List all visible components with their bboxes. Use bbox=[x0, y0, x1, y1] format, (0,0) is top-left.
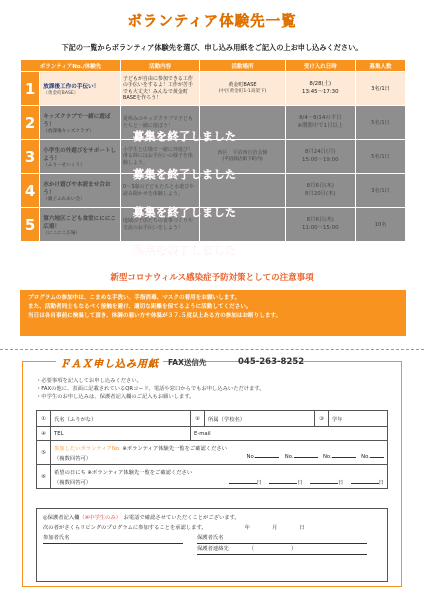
row-date-text: 8月6日(木) bbox=[306, 182, 334, 189]
table-row bbox=[21, 72, 406, 106]
row-content-text: 子どもが自由に参加できる工作の手伝いをするよ！工作が苦手でも大丈夫！みんなで黄金町BASEを作ろう！ bbox=[122, 75, 193, 101]
row-date-text: 8月20日(木) bbox=[304, 190, 336, 197]
day-label: 日 bbox=[297, 479, 303, 486]
row-number-text: 3 bbox=[24, 147, 36, 166]
fax-heading: ＦＡＸ申し込み用紙 bbox=[56, 355, 163, 370]
row-name-text: （にこにこ広場） bbox=[43, 230, 81, 236]
note-line: ・FAXの他に、表面に記載されているQRコード、電話や窓口からでもお申し込みいただけます。 bbox=[36, 385, 265, 392]
no-input[interactable] bbox=[255, 457, 279, 458]
row-date bbox=[285, 174, 355, 208]
row-capacity bbox=[355, 106, 405, 140]
program-note: ※ボランティア体験先一覧をご確認ください bbox=[122, 445, 227, 452]
row-number bbox=[21, 208, 40, 242]
grade-field[interactable] bbox=[329, 411, 388, 427]
header-capacity: 募集人数 bbox=[355, 60, 405, 72]
row-date-text: 15:00～19:00 bbox=[302, 156, 339, 163]
guardian-contact-field[interactable] bbox=[197, 544, 367, 555]
row-capacity bbox=[355, 72, 405, 106]
day-label: 日 bbox=[337, 479, 344, 486]
fax-label: FAX送信先 bbox=[168, 358, 207, 367]
participant-name-field[interactable] bbox=[43, 533, 183, 544]
intro-text: 下記の一覧からボランティア体験先を選び、申し込み用紙をご記入の上お申し込みください。 bbox=[61, 43, 363, 52]
closed-stamp: 募集を終了しました bbox=[133, 168, 237, 181]
no-input[interactable] bbox=[294, 457, 318, 458]
row-content-text: 小学生と広場で一緒に外遊び！滑る時にはお手伝いの様子を体験しよう。 bbox=[122, 146, 193, 166]
row-name-text: （ふりーせいくう） bbox=[43, 162, 85, 168]
note-line: ・中学生のお申し込みは、保護者記入欄のご記入もお願いします。 bbox=[36, 393, 195, 400]
row-capacity-text: 10名 bbox=[374, 222, 387, 228]
closed-stamp: 募集を終了しました bbox=[133, 130, 237, 143]
row-name bbox=[40, 140, 121, 174]
row-capacity bbox=[355, 140, 405, 174]
covid-line: プログラムの参加中は、こまめな手洗い、手指消毒、マスクの着用をお願いします。 bbox=[28, 295, 241, 301]
day-input[interactable] bbox=[229, 483, 257, 484]
program-label: 参加したいボランティアNo. bbox=[54, 445, 121, 452]
circle-4: ④ bbox=[37, 427, 51, 441]
row-name-text: キッズクラブで一緒に遊ぼう！ bbox=[43, 113, 111, 128]
row-content bbox=[120, 72, 199, 106]
program-field[interactable] bbox=[51, 441, 388, 465]
row-date bbox=[285, 72, 355, 106]
covid-line: 当日は各自事前に検温して頂き、体調の悪い方や体温が３７.５度以上ある方の参加はお断りします。 bbox=[28, 312, 282, 319]
row-capacity-text: 3名/1日 bbox=[371, 86, 390, 92]
contact-label: 保護者連絡先 bbox=[197, 546, 229, 553]
row-place-text: (中区黄金町1-1高架下) bbox=[218, 88, 267, 94]
row-date bbox=[285, 140, 355, 174]
row-number bbox=[21, 174, 40, 208]
consent-year: 年 bbox=[244, 525, 250, 532]
cut-line bbox=[0, 349, 424, 350]
consent-month: 月 bbox=[271, 525, 278, 532]
name-field[interactable] bbox=[51, 411, 191, 427]
day-input[interactable] bbox=[351, 483, 379, 484]
header-date: 受け入れ日時 bbox=[285, 60, 355, 72]
consent-title: ◎保護者記入欄 bbox=[43, 515, 80, 521]
date-note: ※ボランティア体験先一覧をご確認ください bbox=[87, 469, 193, 476]
row-name-text: （親子ふれあい会） bbox=[43, 196, 85, 202]
row-number-text: 4 bbox=[24, 181, 36, 200]
row-date bbox=[285, 106, 355, 140]
date-multi: （複数回答可） bbox=[54, 479, 92, 486]
row-name-text: 第六地区こども食堂にににこ広場！ bbox=[43, 215, 117, 230]
row-name bbox=[40, 208, 121, 242]
row-content-text: 夏休みのキッズクラブで子どもたちと一緒に遊ぼう！ bbox=[122, 116, 193, 129]
row-name-text: 水かけ遊びや本読ませ合おう！ bbox=[43, 181, 111, 196]
name-label: 氏名（ふりがな） bbox=[54, 416, 97, 423]
row-place bbox=[200, 72, 285, 106]
consent-day: 日 bbox=[299, 525, 305, 532]
row-date-text: 8月6日(木) bbox=[306, 216, 334, 223]
row-name bbox=[40, 174, 121, 208]
row-date-text: 8月24日(月) bbox=[304, 148, 336, 155]
row-name-text: 放課後工作の手伝い！ bbox=[43, 83, 100, 90]
school-field[interactable] bbox=[205, 411, 315, 427]
row-content-text: 0～3歳の子どもたちと水遊びや読み聞かせを体験しよう。 bbox=[122, 184, 195, 197]
row-number-text: 5 bbox=[24, 215, 36, 234]
circle-3: ③ bbox=[315, 411, 329, 427]
no-input[interactable] bbox=[370, 457, 384, 458]
date-field[interactable] bbox=[51, 465, 388, 489]
guardian-label: 保護者氏名 bbox=[197, 535, 224, 542]
day-input[interactable] bbox=[269, 483, 297, 484]
header-content: 活動内容 bbox=[120, 60, 199, 72]
row-name-text: （黄金町BASE） bbox=[43, 90, 79, 96]
day-label: 日 bbox=[256, 479, 262, 486]
tel-field[interactable] bbox=[51, 427, 191, 441]
row-date-text: 8/28(土) bbox=[309, 80, 332, 87]
header-place: 活動場所 bbox=[200, 60, 285, 72]
email-field[interactable] bbox=[191, 427, 388, 441]
covid-notice bbox=[20, 290, 406, 336]
row-date-text: ※期間中で1日以上 bbox=[297, 122, 344, 129]
fax-notes bbox=[36, 378, 265, 402]
covid-title: 新型コロナウィルス感染症予防対策としての注意事項 bbox=[110, 273, 314, 283]
row-date bbox=[285, 208, 355, 242]
circle-6: ⑥ bbox=[37, 465, 51, 489]
closed-stamp: 募集を終了しました bbox=[133, 206, 237, 219]
row-number-text: 2 bbox=[24, 113, 36, 132]
row-name bbox=[40, 106, 121, 140]
fax-number: 045-263-8252 bbox=[238, 357, 305, 367]
row-name-text: 小学生の外遊びをサポートしよう！ bbox=[43, 147, 117, 162]
circle-2: ② bbox=[191, 411, 205, 427]
no-label: No. bbox=[246, 453, 256, 460]
tel-label: TEL bbox=[54, 430, 64, 437]
date-label: 希望の日にち bbox=[54, 469, 86, 476]
header-no: ボランティアNo./体験先 bbox=[21, 60, 121, 72]
note-line: ・必要事項を記入してお申し込みください。 bbox=[36, 378, 142, 384]
email-label: E-mail bbox=[194, 430, 211, 437]
row-date-text: 13:45～17:30 bbox=[302, 88, 339, 95]
row-capacity bbox=[355, 208, 405, 242]
row-capacity-text: 5名/1日 bbox=[371, 120, 390, 126]
day-label: 日 bbox=[378, 479, 384, 486]
no-input[interactable] bbox=[332, 457, 356, 458]
row-number bbox=[21, 106, 40, 140]
day-input[interactable] bbox=[310, 483, 338, 484]
no-label: No. bbox=[361, 453, 370, 460]
program-multi: （複数回答可） bbox=[54, 455, 92, 462]
application-form bbox=[36, 410, 388, 489]
row-number-text: 1 bbox=[24, 79, 36, 98]
row-capacity-text: 5名/1日 bbox=[371, 154, 390, 160]
closed-stamp: 募集を終了しました bbox=[133, 244, 237, 257]
row-place-text: 黄金町BASE bbox=[228, 81, 257, 88]
circle-5: ⑤ bbox=[37, 441, 51, 465]
row-name bbox=[40, 72, 121, 106]
contact-paren: （ ） bbox=[248, 546, 297, 553]
row-date-text: 11:00～15:00 bbox=[302, 224, 339, 231]
school-label: 所属（学校名） bbox=[208, 416, 246, 423]
row-place-text: 西区 平沼西自治会館 bbox=[217, 149, 268, 156]
consent-title-tail: お電話で確認させていただくことがございます。 bbox=[123, 515, 240, 521]
covid-line: また、活動者同士もなるべく接触を避け、適切な距離を保てるように活動してください。 bbox=[28, 303, 252, 310]
row-name-text: （放課後キッズクラブ） bbox=[43, 128, 94, 134]
row-date-text: 8/4～8/14の平日 bbox=[299, 114, 342, 121]
circle-1: ① bbox=[37, 411, 51, 427]
no-label: No. bbox=[284, 453, 294, 460]
row-capacity-text: 3名/1日 bbox=[371, 188, 390, 194]
no-label: No. bbox=[322, 453, 332, 460]
row-number bbox=[21, 72, 40, 106]
row-capacity bbox=[355, 174, 405, 208]
row-content-text: 地域の子供たちの食事づくりや交流のお手伝いをしよう！ bbox=[122, 218, 193, 231]
consent-title-em: （※中学生のみ） bbox=[79, 515, 119, 521]
guardian-name-field[interactable] bbox=[197, 533, 367, 544]
table-header-row bbox=[21, 60, 406, 72]
guardian-consent-box bbox=[36, 508, 388, 582]
participant-label: 参加者氏名 bbox=[43, 535, 70, 542]
page-title: ボランティア体験先一覧 bbox=[127, 14, 297, 30]
consent-statement: 次の者がさくらリビングのプログラムに参加することを承認します。 bbox=[43, 525, 207, 532]
grade-label: 学年 bbox=[332, 416, 343, 423]
row-place-text: (平沼商店街下町内) bbox=[222, 156, 263, 162]
row-number bbox=[21, 140, 40, 174]
